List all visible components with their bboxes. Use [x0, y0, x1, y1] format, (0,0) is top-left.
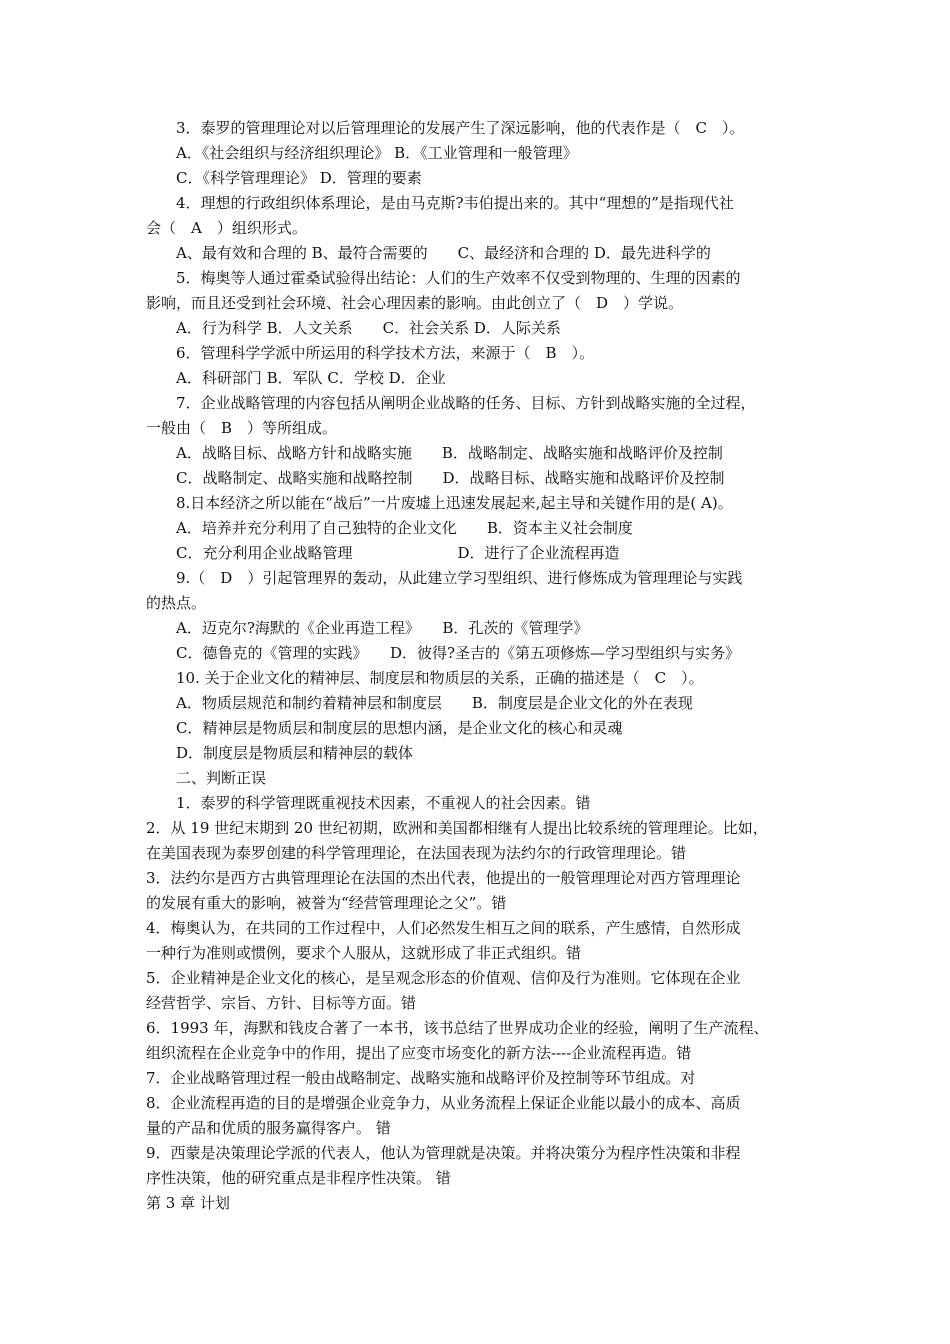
question-7: 7．企业战略管理的内容包括从阐明企业战略的任务、目标、方针到战略实施的全过程， — [176, 394, 756, 412]
options-4: A、最有效和合理的 B、最符合需要的 C、最经济和合理的 D．最先进科学的 — [176, 244, 711, 262]
options-9-cd: C．德鲁克的《管理的实践》 D．彼得?圣吉的《第五项修炼—学习型组织与实务》 — [176, 644, 741, 662]
options-3-ab: A．《社会组织与经济组织理论》 B．《工业管理和一般管理》 — [176, 144, 578, 162]
judgement-2-cont: 在美国表现为泰罗创建的科学管理理论，在法国表现为法约尔的行政管理理论。错 — [146, 844, 687, 862]
question-4-cont: 会（ A ）组织形式。 — [146, 219, 307, 237]
judgement-7: 7．企业战略管理过程一般由战略制定、战略实施和战略评价及控制等环节组成。对 — [146, 1069, 696, 1087]
question-5-cont: 影响，而且还受到社会环境、社会心理因素的影响。由此创立了（ D ）学说。 — [146, 294, 684, 312]
judgement-2: 2．从 19 世纪末期到 20 世纪初期，欧洲和美国都相继有人提出比较系统的管理理论。比如， — [146, 819, 768, 837]
options-9-ab: A．迈克尔?海默的《企业再造工程》 B．孔茨的《管理学》 — [176, 619, 589, 637]
options-10-c: C．精神层是物质层和制度层的思想内涵，是企业文化的核心和灵魂 — [176, 719, 623, 737]
question-4: 4．理想的行政组织体系理论，是由马克斯?韦伯提出来的。其中“理想的”是指现代社 — [176, 194, 734, 212]
chapter-heading: 第 3 章 计划 — [146, 1194, 230, 1212]
options-8-cd: C．充分利用企业战略管理 D．进行了企业流程再造 — [176, 544, 620, 562]
judgement-3-cont: 的发展有重大的影响，被誉为“经营管理理论之父”。错 — [146, 894, 507, 912]
judgement-6-cont: 组织流程在企业竞争中的作用，提出了应变市场变化的新方法----企业流程再造。错 — [146, 1044, 692, 1062]
judgement-5: 5．企业精神是企业文化的核心，是呈观念形态的价值观、信仰及行为准则。它体现在企业 — [146, 969, 741, 987]
options-8-ab: A．培养并充分利用了自己独特的企业文化 B．资本主义社会制度 — [176, 519, 633, 537]
judgement-9-cont: 序性决策，他的研究重点是非程序性决策。 错 — [146, 1169, 451, 1187]
judgement-5-cont: 经营哲学、宗旨、方针、目标等方面。错 — [146, 994, 417, 1012]
judgement-4-cont: 一种行为准则或惯例，要求个人服从，这就形成了非正式组织。错 — [146, 944, 582, 962]
judgement-4: 4．梅奥认为，在共同的工作过程中，人们必然发生相互之间的联系，产生感情，自然形成 — [146, 919, 741, 937]
options-10-ab: A．物质层规范和制约着精神层和制度层 B．制度层是企业文化的外在表现 — [176, 694, 693, 712]
options-5: A．行为科学 B．人文关系 C．社会关系 D．人际关系 — [176, 319, 561, 337]
options-7-ab: A．战略目标、战略方针和战略实施 B．战略制定、战略实施和战略评价及控制 — [176, 444, 723, 462]
judgement-3: 3．法约尔是西方古典管理理论在法国的杰出代表，他提出的一般管理理论对西方管理理论 — [146, 869, 741, 887]
judgement-1: 1．泰罗的科学管理既重视技术因素，不重视人的社会因素。错 — [176, 794, 591, 812]
question-10: 10. 关于企业文化的精神层、制度层和物质层的关系，正确的描述是（ C ）。 — [176, 669, 704, 687]
question-3: 3．泰罗的管理理论对以后管理理论的发展产生了深远影响，他的代表作是（ C ）。 — [176, 119, 745, 137]
judgement-8-cont: 量的产品和优质的服务赢得客户。 错 — [146, 1119, 391, 1137]
question-8: 8.日本经济之所以能在“战后”一片废墟上迅速发展起来,起主导和关键作用的是( A)。 — [176, 494, 733, 512]
options-6: A．科研部门 B．军队 C．学校 D．企业 — [176, 369, 446, 387]
options-10-d: D．制度层是物质层和精神层的载体 — [176, 744, 414, 762]
judgement-6: 6．1993 年，海默和钱皮合著了一本书，该书总结了世界成功企业的经验，阐明了生产流程、 — [146, 1019, 769, 1037]
question-9: 9.（ D ）引起管理界的轰动，从此建立学习型组织、进行修炼成为管理理论与实践 — [176, 569, 743, 587]
options-3-cd: C．《科学管理理论》 D．管理的要素 — [176, 169, 422, 187]
question-9-cont: 的热点。 — [146, 594, 207, 612]
question-7-cont: 一般由（ B ）等所组成。 — [146, 419, 338, 437]
section-heading-judgement: 二、判断正误 — [176, 769, 267, 787]
question-5: 5．梅奥等人通过霍桑试验得出结论：人们的生产效率不仅受到物理的、生理的因素的 — [176, 269, 741, 287]
question-6: 6．管理科学学派中所运用的科学技术方法，来源于（ B ）。 — [176, 344, 595, 362]
options-7-cd: C．战略制定、战略实施和战略控制 D．战略目标、战略实施和战略评价及控制 — [176, 469, 725, 487]
judgement-9: 9．西蒙是决策理论学派的代表人，他认为管理就是决策。并将决策分为程序性决策和非程 — [146, 1144, 741, 1162]
judgement-8: 8．企业流程再造的目的是增强企业竞争力，从业务流程上保证企业能以最小的成本、高质 — [146, 1094, 741, 1112]
